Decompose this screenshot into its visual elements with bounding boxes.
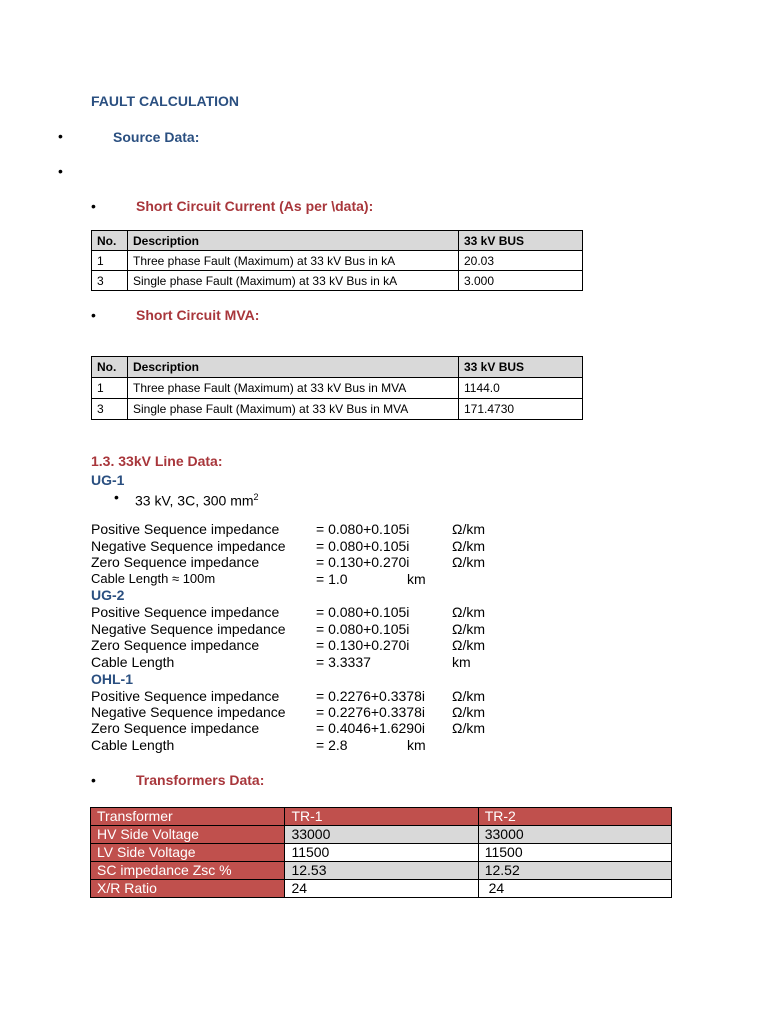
param-label: Cable Length [91, 654, 175, 670]
table-cell: TR-2 [478, 808, 671, 826]
col-header: No. [92, 231, 128, 251]
bullet-icon: • [58, 163, 63, 179]
table-cell: HV Side Voltage [91, 826, 285, 844]
param-unit: km [407, 737, 426, 753]
param-value: = 0.130+0.270i [316, 637, 410, 653]
param-unit: Ω/km [452, 688, 486, 704]
bullet-icon: • [91, 198, 96, 214]
cable-spec [135, 489, 259, 509]
param-value: = 0.130+0.270i [316, 554, 410, 570]
param-value: = 0.2276+0.3378i [316, 704, 425, 720]
param-unit: Ω/km [452, 704, 486, 720]
table-header-row [92, 231, 583, 251]
param-label: Zero Sequence impedance [91, 637, 260, 653]
table-cell: Single phase Fault (Maximum) at 33 kV Bus in kA [128, 271, 459, 291]
param-value: = 2.8 [316, 737, 348, 753]
param-unit: Ω/km [452, 637, 486, 653]
table-cell: 11500 [285, 844, 478, 862]
param-label: Cable Length [91, 737, 175, 753]
table-cell: 1 [92, 251, 128, 271]
param-value: = 0.2276+0.3378i [316, 688, 425, 704]
table-cell: 11500 [478, 844, 671, 862]
param-label: Negative Sequence impedance [91, 538, 286, 554]
table-cell: Three phase Fault (Maximum) at 33 kV Bus in kA [128, 251, 459, 271]
table-cell: SC impedance Zsc % [91, 862, 285, 880]
param-value: = 0.080+0.105i [316, 538, 410, 554]
sc-mva-table [91, 356, 583, 420]
table-cell: 24 [285, 880, 478, 898]
ug2-label: UG-2 [91, 587, 125, 603]
table-row [91, 844, 672, 862]
param-value: = 3.3337 [316, 654, 371, 670]
table-header-row [91, 808, 672, 826]
table-row [92, 378, 583, 399]
table-cell: 3.000 [459, 271, 583, 291]
table-cell: 3 [92, 399, 128, 420]
table-header-row [92, 357, 583, 378]
cable-spec-sup: 2 [253, 492, 259, 502]
table-cell: TR-1 [285, 808, 478, 826]
line-data-heading: 1.3. 33kV Line Data: [91, 453, 223, 469]
table-cell: 1144.0 [459, 378, 583, 399]
table-cell: Single phase Fault (Maximum) at 33 kV Bus in MVA [128, 399, 459, 420]
table-cell: 24 [478, 880, 671, 898]
table-cell: Three phase Fault (Maximum) at 33 kV Bus in MVA [128, 378, 459, 399]
table-row [91, 862, 672, 880]
table-row [92, 399, 583, 420]
table-cell: 33000 [478, 826, 671, 844]
param-value: = 0.4046+1.6290i [316, 720, 425, 736]
table-cell: LV Side Voltage [91, 844, 285, 862]
col-header: No. [92, 357, 128, 378]
table-row [92, 251, 583, 271]
param-label: Positive Sequence impedance [91, 688, 280, 704]
table-cell: 3 [92, 271, 128, 291]
table-cell: 12.52 [478, 862, 671, 880]
transformers-table [90, 807, 672, 898]
table-cell: X/R Ratio [91, 880, 285, 898]
bullet-icon: • [58, 128, 63, 144]
table-row [92, 271, 583, 291]
sc-current-table [91, 230, 583, 291]
param-label: Positive Sequence impedance [91, 521, 280, 537]
transformers-heading: Transformers Data: [136, 772, 265, 788]
table-cell: Transformer [91, 808, 285, 826]
param-unit: Ω/km [452, 521, 486, 537]
param-label: Positive Sequence impedance [91, 604, 280, 620]
bullet-icon: • [114, 489, 119, 505]
param-unit: Ω/km [452, 554, 486, 570]
param-value: = 1.0 [316, 571, 348, 587]
table-cell: 20.03 [459, 251, 583, 271]
param-unit: km [452, 654, 471, 670]
source-data-heading: Source Data: [113, 129, 200, 145]
page-title: FAULT CALCULATION [91, 93, 240, 109]
bullet-icon: • [91, 772, 96, 788]
col-header: 33 kV BUS [459, 231, 583, 251]
col-header: 33 kV BUS [459, 357, 583, 378]
table-cell: 1 [92, 378, 128, 399]
param-unit: Ω/km [452, 720, 486, 736]
col-header: Description [128, 357, 459, 378]
col-header: Description [128, 231, 459, 251]
param-value: = 0.080+0.105i [316, 621, 410, 637]
param-label: Zero Sequence impedance [91, 720, 260, 736]
table-cell: 33000 [285, 826, 478, 844]
param-label: Negative Sequence impedance [91, 704, 286, 720]
param-unit: Ω/km [452, 538, 486, 554]
sc-mva-heading: Short Circuit MVA: [136, 307, 260, 323]
param-label: Zero Sequence impedance [91, 554, 260, 570]
param-label: Negative Sequence impedance [91, 621, 286, 637]
sc-current-heading: Short Circuit Current (As per \data): [136, 198, 374, 214]
table-cell: 171.4730 [459, 399, 583, 420]
param-unit: Ω/km [452, 604, 486, 620]
ohl1-label: OHL-1 [91, 671, 133, 687]
cable-spec-text: 33 kV, 3C, 300 mm [135, 492, 254, 509]
ug1-label: UG-1 [91, 472, 125, 488]
param-value: = 0.080+0.105i [316, 604, 410, 620]
param-unit: Ω/km [452, 621, 486, 637]
param-unit: km [407, 571, 426, 587]
param-label: Cable Length ≈ 100m [91, 571, 216, 586]
table-cell: 12.53 [285, 862, 478, 880]
bullet-icon: • [91, 307, 96, 323]
table-row [91, 826, 672, 844]
table-row [91, 880, 672, 898]
param-value: = 0.080+0.105i [316, 521, 410, 537]
